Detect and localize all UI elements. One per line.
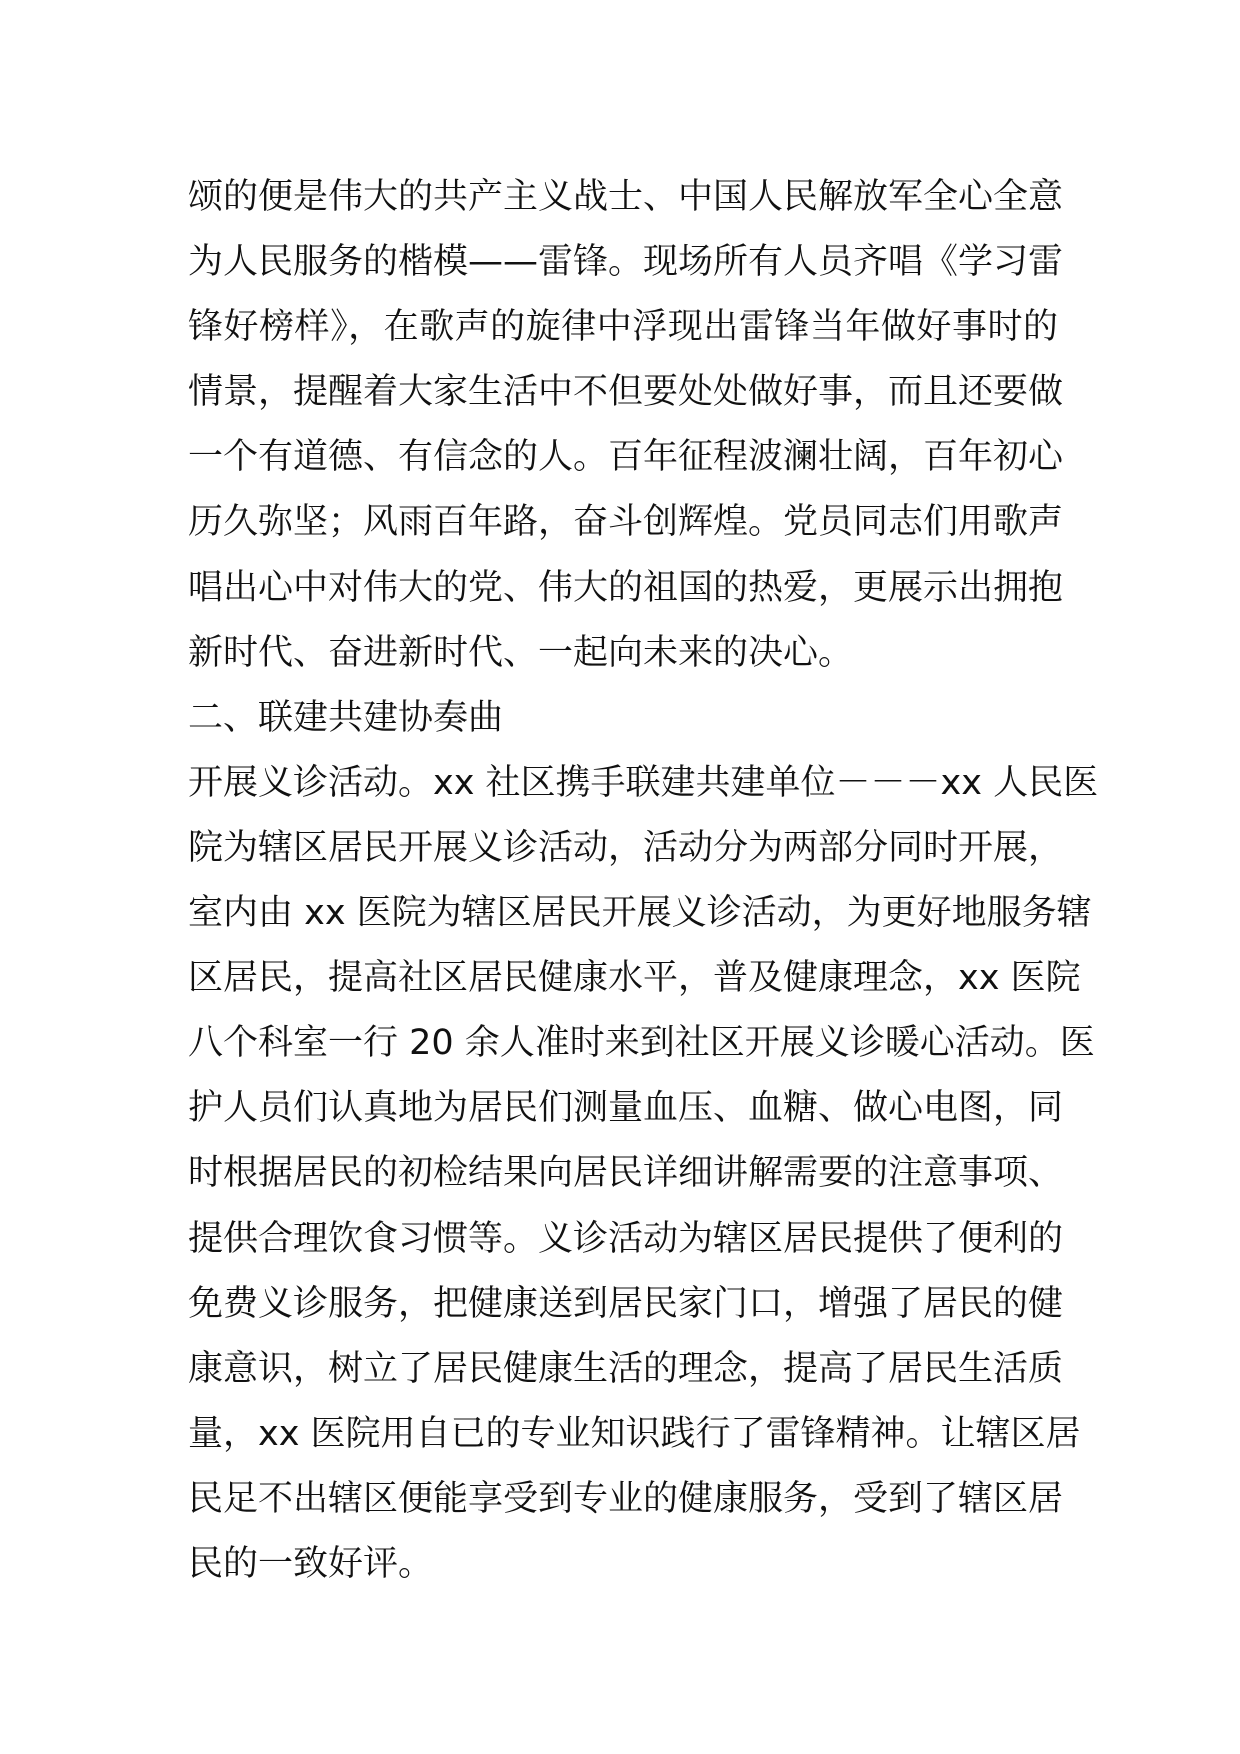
paragraph-line: 情景，提醒着大家生活中不但要处处做好事，而且还要做 xyxy=(188,372,1064,413)
paragraph-2 xyxy=(188,751,1099,1597)
paragraph-line: 区居民，提高社区居民健康水平，普及健康理念，xx 医院 xyxy=(188,958,1081,999)
paragraph-line: 唱出心中对伟大的党、伟大的祖国的热爱，更展示出拥抱 xyxy=(188,567,1064,608)
paragraph-line: 免费义诊服务，把健康送到居民家门口，增强了居民的健 xyxy=(188,1283,1064,1324)
paragraph-line: 护人员们认真地为居民们测量血压、血糖、做心电图，同 xyxy=(188,1088,1064,1129)
paragraph-line: 锋好榜样》，在歌声的旋律中浮现出雷锋当年做好事时的 xyxy=(188,307,1058,348)
paragraph-line: 室内由 xx 医院为辖区居民开展义诊活动，为更好地服务辖 xyxy=(188,893,1092,934)
paragraph-line: 院为辖区居民开展义诊活动，活动分为两部分同时开展， xyxy=(188,827,1064,868)
paragraph-line: 量，xx 医院用自已的专业知识践行了雷锋精神。让辖区居 xyxy=(188,1413,1081,1454)
paragraph-line: 历久弥坚；风雨百年路，奋斗创辉煌。党员同志们用歌声 xyxy=(188,502,1064,543)
paragraph-line: 开展义诊活动。xx 社区携手联建共建单位－－－xx 人民医 xyxy=(188,762,1099,803)
paragraph-line: 提供合理饮食习惯等。义诊活动为辖区居民提供了便利的 xyxy=(188,1218,1064,1259)
paragraph-line: 时根据居民的初检结果向居民详细讲解需要的注意事项、 xyxy=(188,1153,1064,1194)
paragraph-line: 一个有道德、有信念的人。百年征程波澜壮阔，百年初心 xyxy=(188,437,1064,478)
paragraph-line: 为人民服务的楷模——雷锋。现场所有人员齐唱《学习雷 xyxy=(188,242,1064,283)
paragraph-line: 民的一致好评。 xyxy=(188,1543,434,1584)
paragraph-line: 新时代、奋进新时代、一起向未来的决心。 xyxy=(188,632,854,673)
paragraph-line: 康意识，树立了居民健康生活的理念，提高了居民生活质 xyxy=(188,1348,1064,1389)
paragraph-line: 八个科室一行 20 余人准时来到社区开展义诊暖心活动。医 xyxy=(188,1023,1095,1064)
body-text xyxy=(188,165,1099,1597)
paragraph-1 xyxy=(188,165,1064,686)
paragraph-line: 颂的便是伟大的共产主义战士、中国人民解放军全心全意 xyxy=(188,177,1064,217)
paragraph-line: 民足不出辖区便能享受到专业的健康服务，受到了辖区居 xyxy=(188,1478,1064,1519)
section-heading: 二、联建共建协奏曲 xyxy=(188,697,504,738)
